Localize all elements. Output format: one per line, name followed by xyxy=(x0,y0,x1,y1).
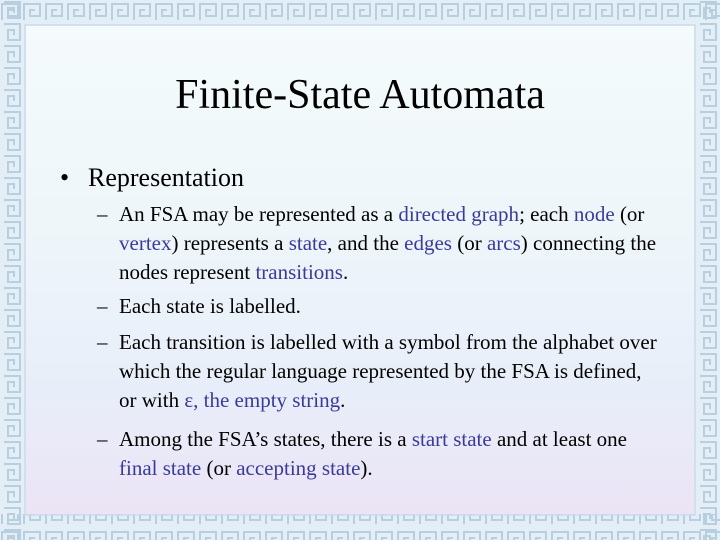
text-run: . xyxy=(342,260,349,284)
highlighted-term: transitions xyxy=(255,260,343,284)
dash-marker: – xyxy=(97,294,108,318)
highlighted-term: node xyxy=(573,202,615,226)
highlighted-term: directed graph xyxy=(398,202,520,226)
text-run: ) connecting the nodes represent xyxy=(119,231,657,284)
subitem xyxy=(97,292,657,321)
bullet-representation xyxy=(60,162,244,194)
slide-title: Finite-State Automata xyxy=(175,72,545,118)
subitem-text xyxy=(119,200,657,287)
subitem-text xyxy=(119,328,657,415)
subitem xyxy=(97,425,657,483)
highlighted-term: arcs xyxy=(486,231,521,255)
highlighted-term: edges xyxy=(404,231,452,255)
highlighted-term: ε, the empty string xyxy=(184,388,341,412)
text-run: Each state is labelled. xyxy=(119,294,301,318)
highlighted-term: accepting state xyxy=(236,456,361,480)
text-run: Each transition is labelled with a symbol from the alphabet over which the regular language represented by the FSA is defined, or with xyxy=(119,330,657,412)
highlighted-term: start state xyxy=(411,427,492,451)
text-run: ; each xyxy=(519,202,574,226)
text-run: Among the FSA’s states, there is a xyxy=(119,427,412,451)
text-run: (or xyxy=(201,456,237,480)
dash-marker: – xyxy=(97,202,108,226)
text-run: (or xyxy=(451,231,487,255)
subitem-text xyxy=(119,292,657,321)
text-run: . xyxy=(340,388,346,412)
text-run: ) represents a xyxy=(171,231,289,255)
subitem-text xyxy=(119,425,657,483)
dash-marker: – xyxy=(97,427,108,451)
highlighted-term: vertex xyxy=(119,231,172,255)
text-run: (or xyxy=(614,202,645,226)
text-run: An FSA may be represented as a xyxy=(119,202,399,226)
text-run: ). xyxy=(360,456,373,480)
dash-marker: – xyxy=(97,330,108,354)
subitem xyxy=(97,200,657,287)
text-run: and at least one xyxy=(491,427,627,451)
subitem xyxy=(97,328,657,415)
bullet-label: Representation xyxy=(88,163,244,192)
text-run: , and the xyxy=(327,231,405,255)
highlighted-term: state xyxy=(288,231,328,255)
highlighted-term: final state xyxy=(119,456,202,480)
bullet-marker: • xyxy=(60,163,70,192)
